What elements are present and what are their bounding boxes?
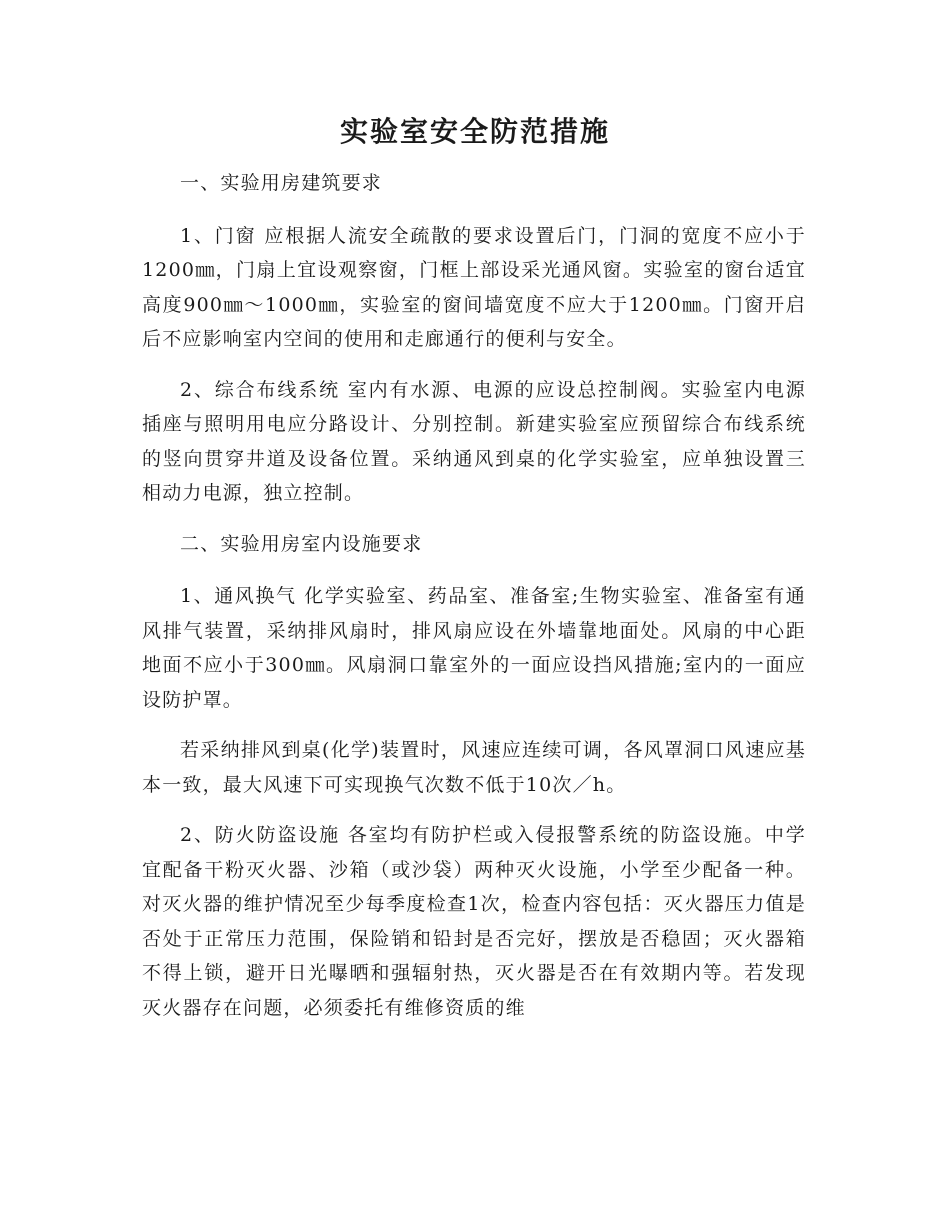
section-heading-building: 一、实验用房建筑要求 [180,172,383,194]
paragraph-doors-windows: 1、门窗 应根据人流安全疏散的要求设置后门，门洞的宽度不应小于1200㎜，门扇上宜设观察窗，门框上部设采光通风窗。实验室的窗台适宜高度900㎜～1000㎜，实验室的窗间墙宽度不应大于1200㎜。门窗开启后不应影响室内空间的使用和走廊通行的便利与安全。 [142,224,806,350]
section-heading-facilities: 二、实验用房室内设施要求 [180,532,423,555]
document-body [142,166,806,1041]
paragraph-cabling: 2、综合布线系统 室内有水源、电源的应设总控制阀。实验室内电源插座与照明用电应分路设计、分别控制。新建实验室应预留综合布线系统的竖向贯穿井道及设备位置。采纳通风到桌的化学实验室，应单独设置三相动力电源，独立控制。 [142,378,806,504]
document-title: 实验室安全防范措施 [339,115,610,148]
paragraph-fire-theft: 2、防火防盗设施 各室均有防护栏或入侵报警系统的防盗设施。中学宜配备干粉灭火器、沙箱（或沙袋）两种灭火设施，小学至少配备一种。对灭火器的维护情况至少每季度检查1次，检查内容包括：灭火器压力值是否处于正常压力范围，保险销和铅封是否完好，摆放是否稳固；灭火器箱不得上锁，避开日光曝晒和强辐射热，灭火器是否在有效期内等。若发现灭火器存在问题，必须委托有维修资质的维 [142,824,806,1019]
paragraph-ventilation: 1、通风换气 化学实验室、药品室、准备室;生物实验室、准备室有通风排气装置，采纳排风扇时，排风扇应设在外墙靠地面处。风扇的中心距地面不应小于300㎜。风扇洞口靠室外的一面应设挡风措施;室内的一面应设防护罩。 [142,585,806,711]
paragraph-exhaust-speed: 若采纳排风到桌(化学)装置时，风速应连续可调，各风罩洞口风速应基本一致，最大风速下可实现换气次数不低于10次／h。 [142,739,806,796]
